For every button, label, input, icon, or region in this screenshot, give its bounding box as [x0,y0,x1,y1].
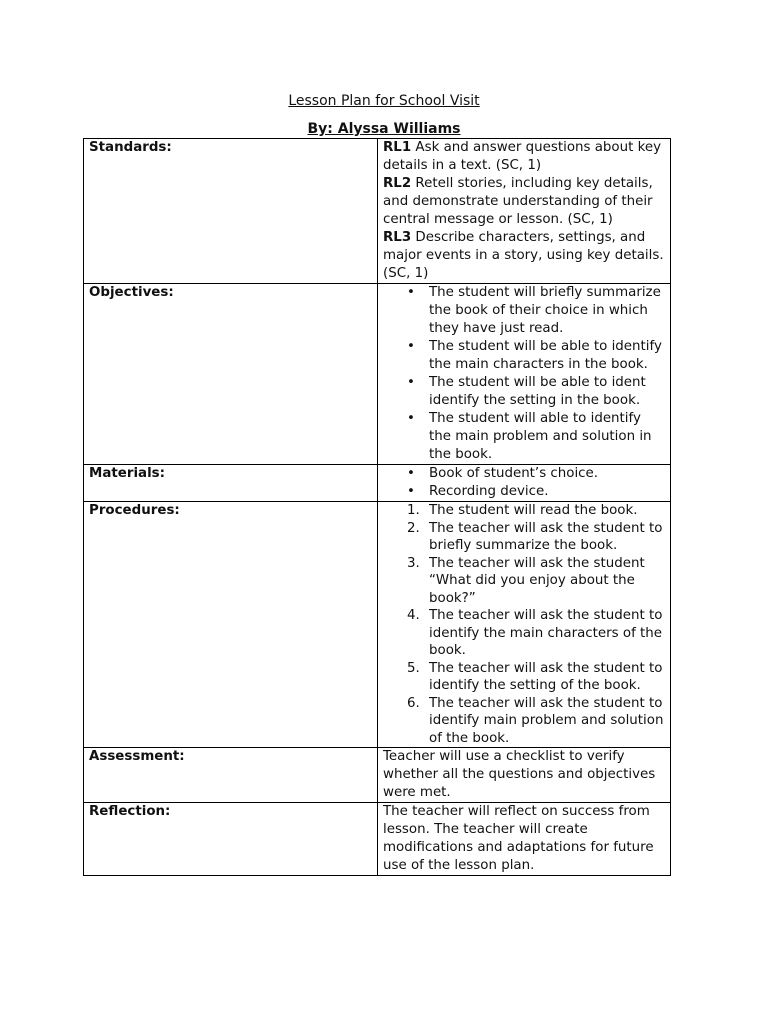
standard-item [383,229,665,283]
reflection-label: Reflection: [84,803,378,876]
procedures-label: Procedures: [84,502,378,748]
table-row [84,139,671,284]
materials-content [378,465,671,502]
list-item: The teacher will ask the student to identify the setting of the book. [429,660,663,693]
assessment-label: Assessment: [84,748,378,803]
objectives-label: Objectives: [84,284,378,465]
materials-list [383,465,665,501]
document-author: By: Alyssa Williams [307,121,461,137]
materials-label: Materials: [84,465,378,502]
procedures-list [383,502,665,747]
objectives-list [383,284,665,464]
list-item: • Recording device. [383,483,665,501]
list-item: • The student will be able to identify the main characters in the book. [383,338,665,374]
list-item: The teacher will ask the student to identify main problem and solution of the book. [429,695,664,746]
lesson-plan-table [83,138,671,876]
standard-code: RL3 [383,230,412,245]
reflection-content: The teacher will reflect on success from lesson. The teacher will create modifications and adaptations for future use of the lesson plan. [378,803,671,876]
assessment-content: Teacher will use a checklist to verify whether all the questions and objectives were met. [378,748,671,803]
table-row [84,502,671,748]
list-item: • The student will briefly summarize the book of their choice in which they have just read. [383,284,665,338]
standard-item [383,175,665,229]
standards-label: Standards: [84,139,378,284]
objectives-content [378,284,671,465]
table-row [84,748,671,803]
standards-content [378,139,671,284]
table-row [84,465,671,502]
standard-text: Describe characters, settings, and major events in a story, using key details. (SC, 1) [383,230,664,281]
list-item: The teacher will ask the student to briefly summarize the book. [429,520,663,553]
table-row [84,284,671,465]
document-title: Lesson Plan for School Visit [288,93,480,109]
standard-text: Ask and answer questions about key details in a text. (SC, 1) [383,140,662,173]
standard-code: RL1 [383,140,412,155]
standard-code: RL2 [383,176,412,191]
standard-text: Retell stories, including key details, and demonstrate understanding of their central message or lesson. (SC, 1) [383,176,653,227]
standard-item [383,139,665,175]
list-item: The teacher will ask the student “What did you enjoy about the book?” [429,555,645,606]
list-item: • The student will be able to ident identify the setting in the book. [383,374,665,410]
list-item: • Book of student’s choice. [383,465,665,483]
list-item: • The student will able to identify the main problem and solution in the book. [383,410,665,464]
table-row [84,803,671,876]
list-item: The teacher will ask the student to identify the main characters of the book. [429,608,663,658]
list-item: The student will read the book. [429,503,638,518]
procedures-content [378,502,671,748]
